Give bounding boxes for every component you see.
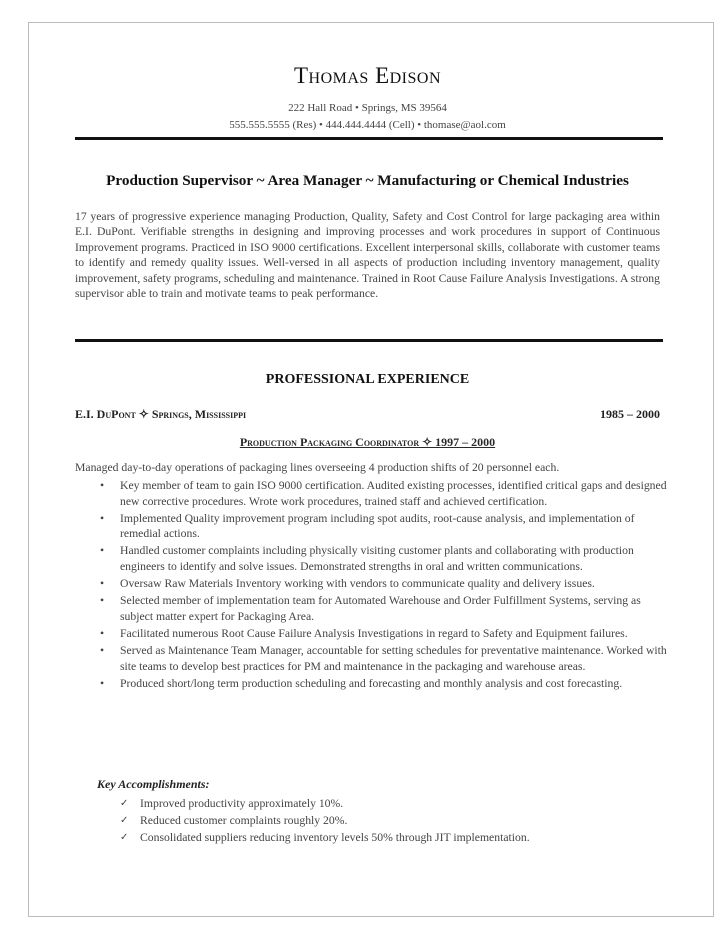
candidate-name: Thomas Edison: [293, 63, 442, 88]
list-item: [75, 576, 675, 592]
list-item: [75, 795, 660, 812]
bullet-text: Oversaw Raw Materials Inventory working with vendors to communicate quality and delivery issues.: [120, 577, 595, 591]
section-title: PROFESSIONAL EXPERIENCE: [265, 372, 470, 387]
bullet-icon: •: [100, 643, 105, 657]
address: 222 Hall Road • Springs, MS 39564: [288, 102, 447, 114]
accomplishment-text: Improved productivity approximately 10%.: [140, 797, 344, 810]
bullet-icon: •: [100, 479, 105, 492]
job-title: [75, 435, 660, 450]
bullet-icon: •: [100, 544, 105, 558]
bullet-text: Produced short/long term production scheduling and forecasting and monthly analysis and cost forecasting.: [120, 676, 623, 690]
bullet-text: Handled customer complaints including physically visiting customer plants and collaborating with production engineers to identify and solve issues. Demonstrated strengths in oral and written communications.: [120, 544, 634, 573]
company-years: 1985 – 2000: [600, 407, 660, 421]
accomplishment-text: Reduced customer complaints roughly 20%.: [140, 814, 348, 827]
checkmark-icon: ✓: [120, 815, 129, 826]
list-item: [75, 543, 675, 574]
contact-info: 555.555.5555 (Res) • 444.444.4444 (Cell) • thomase@aol.com: [229, 119, 506, 131]
bullet-text: Facilitated numerous Root Cause Failure Analysis Investigations in regard to Safety and Equipment failures.: [120, 626, 628, 640]
list-item: [75, 511, 675, 542]
responsibility-list: [75, 478, 667, 693]
job-intro: Managed day-to-day operations of packaging lines overseeing 4 production shifts of 20 personnel each.: [75, 461, 560, 474]
bullet-icon: •: [100, 594, 105, 608]
checkmark-icon: ✓: [120, 832, 129, 843]
bullet-icon: •: [100, 577, 105, 591]
bullet-icon: •: [100, 676, 105, 690]
accomplishments-list: [75, 795, 660, 846]
list-item: [75, 643, 675, 674]
list-item: [75, 829, 660, 846]
summary: 17 years of progressive experience managing Production, Quality, Safety and Cost Control for large packaging area within E.I. DuPont. Verifiable strengths in designing and improving processes and work procedures in support of Continuous Improvement programs. Practiced in ISO 9000 certifications. Excellent interpersonal skills, collaborate with customer teams to identify and remedy quality issues. Well-versed in all aspects of production including inventory management, quality improvement, safety programs, scheduling and maintenance. Trained in Root Cause Failure Analysis Investigations. A strong supervisor able to train and motivate teams to peak performance.: [75, 210, 660, 301]
bullet-text: Key member of team to gain ISO 9000 certification. Audited existing processes, identified critical gaps and designed new corrective procedures. Wrote work procedures, trained staff and achieved certification.: [120, 479, 667, 508]
accomplishment-text: Consolidated suppliers reducing inventory levels 50% through JIT implementation.: [140, 831, 530, 844]
bullet-icon: •: [100, 626, 105, 640]
list-item: [75, 478, 675, 509]
list-item: [75, 812, 660, 829]
bullet-icon: •: [100, 511, 105, 525]
list-item: [75, 626, 675, 642]
bullet-text: Implemented Quality improvement program including spot audits, root-cause analysis, and implementation of remedial actions.: [120, 511, 635, 541]
section-divider: [75, 339, 663, 342]
bullet-text: Selected member of implementation team for Automated Warehouse and Order Fulfillment Systems, serving as subject matter expert for Packaging Area.: [120, 594, 641, 623]
checkmark-icon: ✓: [120, 798, 129, 809]
accomplishments-heading: Key Accomplishments:: [97, 777, 210, 791]
job-title-text: Production Packaging Coordinator ✧ 1997 – 2000: [239, 435, 496, 449]
bullet-text: Served as Maintenance Team Manager, accountable for setting schedules for preventative maintenance. Worked with site teams to develop best practices for PM and maintenance in the packaging and warehouse areas.: [120, 643, 667, 673]
list-item: [75, 593, 675, 624]
list-item: [75, 676, 675, 692]
headline: Production Supervisor ~ Area Manager ~ Manufacturing or Chemical Industries: [106, 172, 629, 189]
company: E.I. DuPont ✧ Springs, Mississippi: [75, 407, 247, 421]
header-divider: [75, 137, 663, 140]
